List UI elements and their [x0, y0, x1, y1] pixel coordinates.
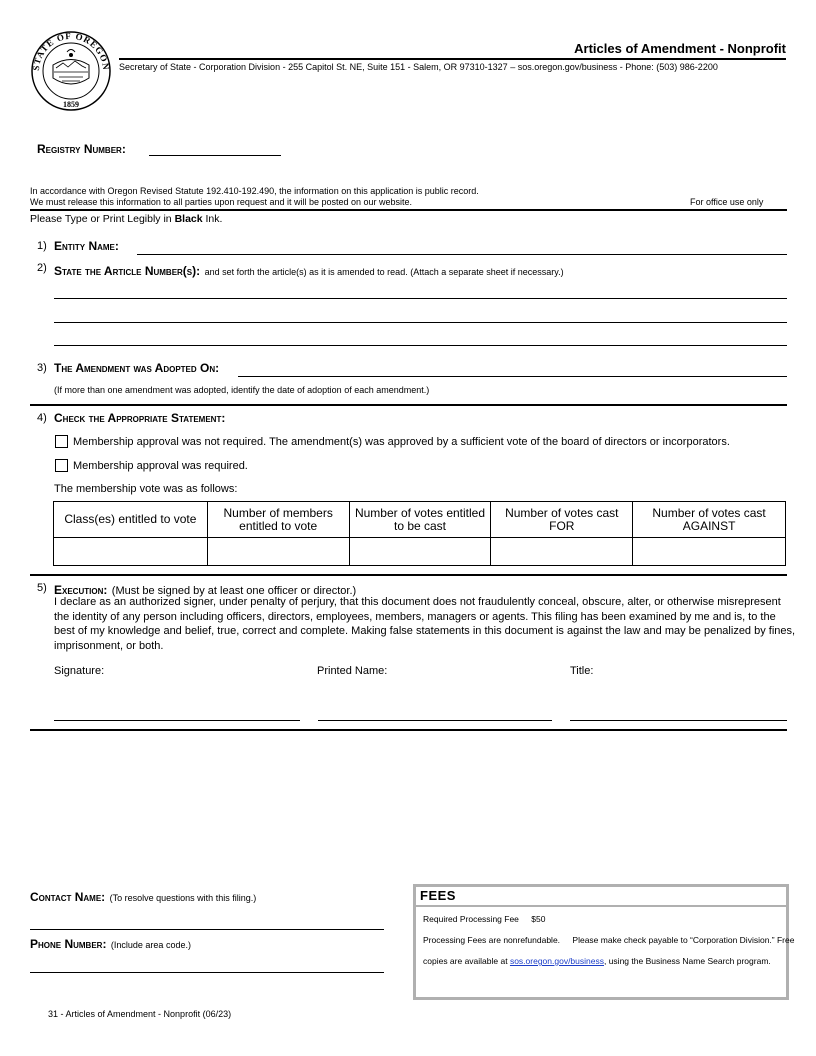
- adoption-date-label: The Amendment was Adopted On:: [54, 361, 220, 375]
- fees-heading-rule: [416, 905, 786, 907]
- perjury-declaration: I declare as an authorized signer, under penalty of perjury, that this document does not fraudulently conceal, obscure, alter, or otherwise misrepresent the identity of any person including officers, directors, employees, members, managers or agents. This filing has been examined by me and is, to the best of my knowledge and belief, true, correct and complete. Making false statements in this document is against the law and may be penalized by fines, imprisonment, or both.: [54, 596, 796, 652]
- vote-col-members: Number of members entitled to vote: [207, 502, 349, 538]
- svg-text:STATE OF OREGON: [31, 31, 111, 71]
- phone-number-label-row: [30, 935, 191, 953]
- appropriate-statement-label: Check the Appropriate Statement:: [54, 411, 226, 425]
- free-copies-prefix: copies are available at: [423, 956, 510, 966]
- fees-nonrefundable-row: [423, 935, 794, 945]
- vote-table-entry-row: [54, 538, 786, 566]
- agency-address: Secretary of State - Corporation Division - 255 Capitol St. NE, Suite 151 - Salem, OR 97310-1327 – sos.oregon.gov/business - Phone: (503) 986-2200: [119, 62, 718, 72]
- vote-col-votes-against: Number of votes cast AGAINST: [633, 502, 786, 538]
- adoption-date-hint: (If more than one amendment was adopted, identify the date of adoption of each amendment.): [54, 385, 430, 395]
- section5-number: 5): [37, 582, 47, 594]
- registry-number-label: Registry Number:: [37, 142, 126, 156]
- vote-col-classes: Class(es) entitled to vote: [54, 502, 208, 538]
- membership-required-text: Membership approval was required.: [73, 460, 248, 472]
- vote-cell-members[interactable]: [207, 538, 349, 566]
- section4-number: 4): [37, 412, 47, 424]
- article-text-line-1[interactable]: [54, 298, 787, 299]
- contact-name-label-row: [30, 888, 256, 906]
- title-label: Title:: [570, 665, 594, 677]
- membership-not-required-checkbox[interactable]: [55, 435, 68, 448]
- phone-number-label: Phone Number:: [30, 937, 107, 951]
- execution-hint: (Must be signed by at least one officer or director.): [111, 585, 357, 597]
- phone-number-hint: (Include area code.): [110, 940, 191, 950]
- article-number-label: State the Article Number(s):: [54, 264, 201, 278]
- required-fee-amount: $50: [531, 914, 546, 924]
- printed-name-field[interactable]: [318, 720, 552, 721]
- signature-label: Signature:: [54, 665, 105, 677]
- notice-rule: [30, 209, 787, 211]
- fees-heading: FEES: [420, 888, 456, 903]
- vote-cell-votes-entitled[interactable]: [349, 538, 491, 566]
- membership-vote-intro: The membership vote was as follows:: [54, 483, 238, 495]
- type-or-print-end: Ink.: [202, 213, 223, 225]
- check-payable-text: Please make check payable to “Corporation Division.” Free: [572, 935, 795, 945]
- form-footer-id: 31 - Articles of Amendment - Nonprofit (06/23): [48, 1009, 232, 1019]
- section4-rule: [30, 574, 787, 576]
- section1-number: 1): [37, 240, 47, 252]
- vote-col-votes-for: Number of votes cast FOR: [491, 502, 633, 538]
- form-title: Articles of Amendment - Nonprofit: [574, 41, 786, 56]
- title-field[interactable]: [570, 720, 787, 721]
- contact-name-label: Contact Name:: [30, 890, 106, 904]
- membership-vote-table: [53, 501, 786, 566]
- signature-field[interactable]: [54, 720, 300, 721]
- section3-rule: [30, 404, 787, 406]
- vote-table-header-row: [54, 502, 786, 538]
- free-copies-suffix: , using the Business Name Search program.: [603, 956, 771, 966]
- section5-rule: [30, 729, 787, 731]
- printed-name-label: Printed Name:: [317, 665, 388, 677]
- vote-cell-classes[interactable]: [54, 538, 208, 566]
- header-rule: [119, 58, 786, 60]
- type-or-print-text: Please Type or Print Legibly in: [30, 213, 175, 225]
- vote-cell-votes-for[interactable]: [491, 538, 633, 566]
- seal-top-text: STATE OF OREGON: [30, 30, 112, 72]
- office-use-label: For office use only: [690, 197, 764, 207]
- seal-year: 1859: [63, 100, 79, 109]
- section2-label-row: [54, 262, 564, 280]
- contact-name-hint: (To resolve questions with this filing.): [109, 893, 257, 903]
- contact-name-field[interactable]: [30, 929, 384, 930]
- entity-name-label: Entity Name:: [54, 239, 119, 253]
- required-fee-row: [423, 914, 545, 924]
- state-seal-logo: [30, 30, 112, 112]
- type-or-print-instruction: [30, 213, 222, 225]
- article-text-line-3[interactable]: [54, 345, 787, 346]
- entity-name-field[interactable]: [137, 254, 787, 255]
- vote-cell-votes-against[interactable]: [633, 538, 786, 566]
- membership-required-checkbox[interactable]: [55, 459, 68, 472]
- article-text-line-2[interactable]: [54, 322, 787, 323]
- adoption-date-field[interactable]: [238, 376, 787, 377]
- section3-number: 3): [37, 362, 47, 374]
- free-copies-row: [423, 956, 771, 966]
- vote-col-votes-entitled: Number of votes entitled to be cast: [349, 502, 491, 538]
- business-search-link[interactable]: sos.oregon.gov/business: [509, 956, 604, 966]
- phone-number-field[interactable]: [30, 972, 384, 973]
- black-ink-bold: Black: [174, 213, 203, 225]
- article-number-hint: and set forth the article(s) as it is amended to read. (Attach a separate sheet if necessary.): [204, 267, 564, 277]
- registry-number-field[interactable]: [149, 155, 281, 156]
- section2-number: 2): [37, 262, 47, 274]
- fees-box: [413, 884, 795, 1000]
- public-record-notice-line1: In accordance with Oregon Revised Statute 192.410-192.490, the information on this application is public record.: [30, 186, 479, 196]
- membership-not-required-text: Membership approval was not required. The amendment(s) was approved by a sufficient vote of the board of directors or incorporators.: [73, 436, 730, 448]
- required-fee-label: Required Processing Fee: [423, 914, 519, 924]
- fees-nonrefundable: Processing Fees are nonrefundable.: [423, 935, 561, 945]
- execution-label: Execution:: [54, 583, 108, 597]
- public-record-notice-line2: We must release this information to all parties upon request and it will be posted on our website.: [30, 197, 413, 207]
